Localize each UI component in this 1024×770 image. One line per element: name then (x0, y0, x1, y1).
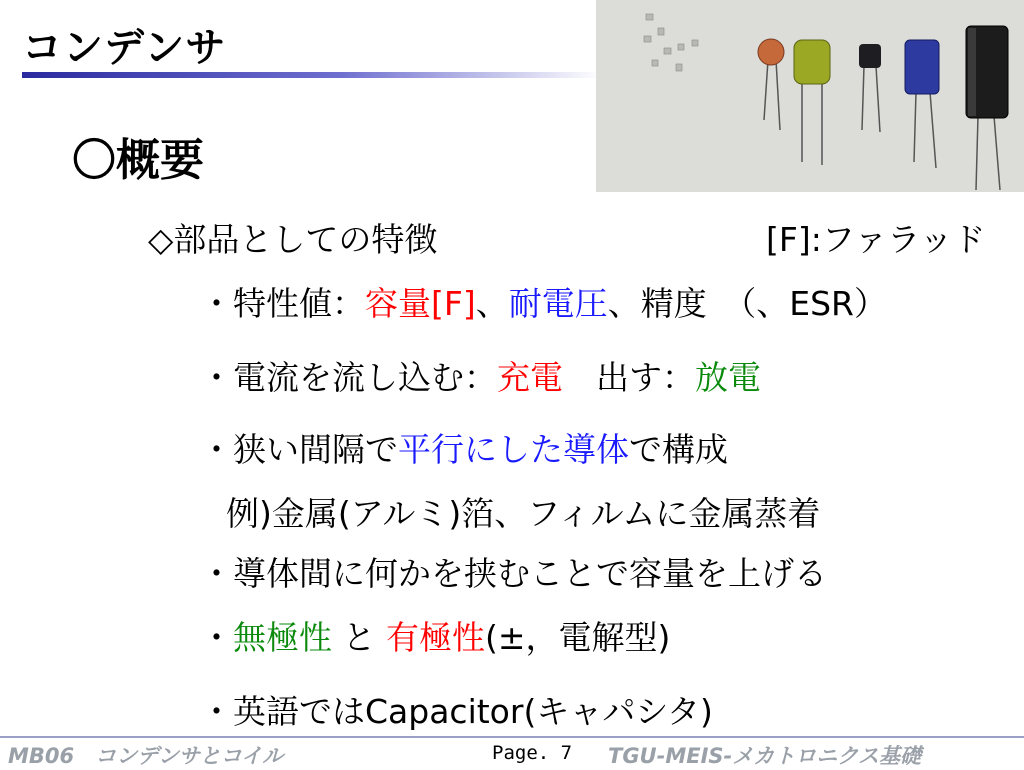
page-number: Page. 7 (492, 742, 573, 764)
discharge-term: 放電 (695, 358, 761, 397)
bullet-english: ・英語ではCapacitor(キャパシタ) (200, 692, 713, 731)
bullet-charge (200, 352, 761, 399)
bullet-characteristics-prefix: ・特性値： (200, 284, 365, 323)
footer-divider (0, 736, 1024, 738)
bullet-charge-prefix: ・電流を流し込む： (200, 358, 497, 397)
bullet-structure-suffix: で構成 (629, 430, 728, 469)
bullet-dielectric: ・導体間に何かを挟むことで容量を上げる (200, 554, 827, 593)
subheading: ◇部品としての特徴 (148, 220, 438, 259)
polarity-and: と (332, 618, 386, 657)
capacitor-photo (596, 0, 1024, 192)
slide-title: コンデンサ (22, 25, 227, 71)
bullet-polarity-dot: ・ (200, 618, 233, 657)
polar-term: 有極性 (385, 618, 485, 657)
bullet-characteristics-rest: 、精度 （、ESR） (607, 284, 887, 323)
footer-course: MB06 コンデンサとコイル (8, 744, 284, 768)
nonpolar-term: 無極性 (233, 618, 332, 657)
title-underline (22, 72, 602, 78)
unit-note: [F]:ファラッド (766, 220, 986, 259)
bullet-structure (200, 424, 728, 471)
charge-term: 充電 (497, 358, 563, 397)
bullet-charge-mid: 出す： (563, 358, 695, 397)
parallel-conductor-term: 平行にした導体 (398, 430, 629, 469)
separator: 、 (475, 284, 509, 323)
bullet-structure-prefix: ・狭い間隔で (200, 430, 398, 469)
footer-org: TGU-MEIS-メカトロニクス基礎 (608, 744, 922, 768)
section-heading: 〇概要 (72, 135, 204, 186)
voltage-term: 耐電圧 (508, 284, 608, 323)
capacity-term: 容量[F] (365, 284, 476, 323)
bullet-polarity (200, 612, 670, 659)
structure-example: 例)金属(アルミ)箔、フィルムに金属蒸着 (226, 494, 821, 533)
bullet-characteristics (200, 278, 887, 325)
polarity-rest: (±，電解型) (484, 618, 671, 657)
